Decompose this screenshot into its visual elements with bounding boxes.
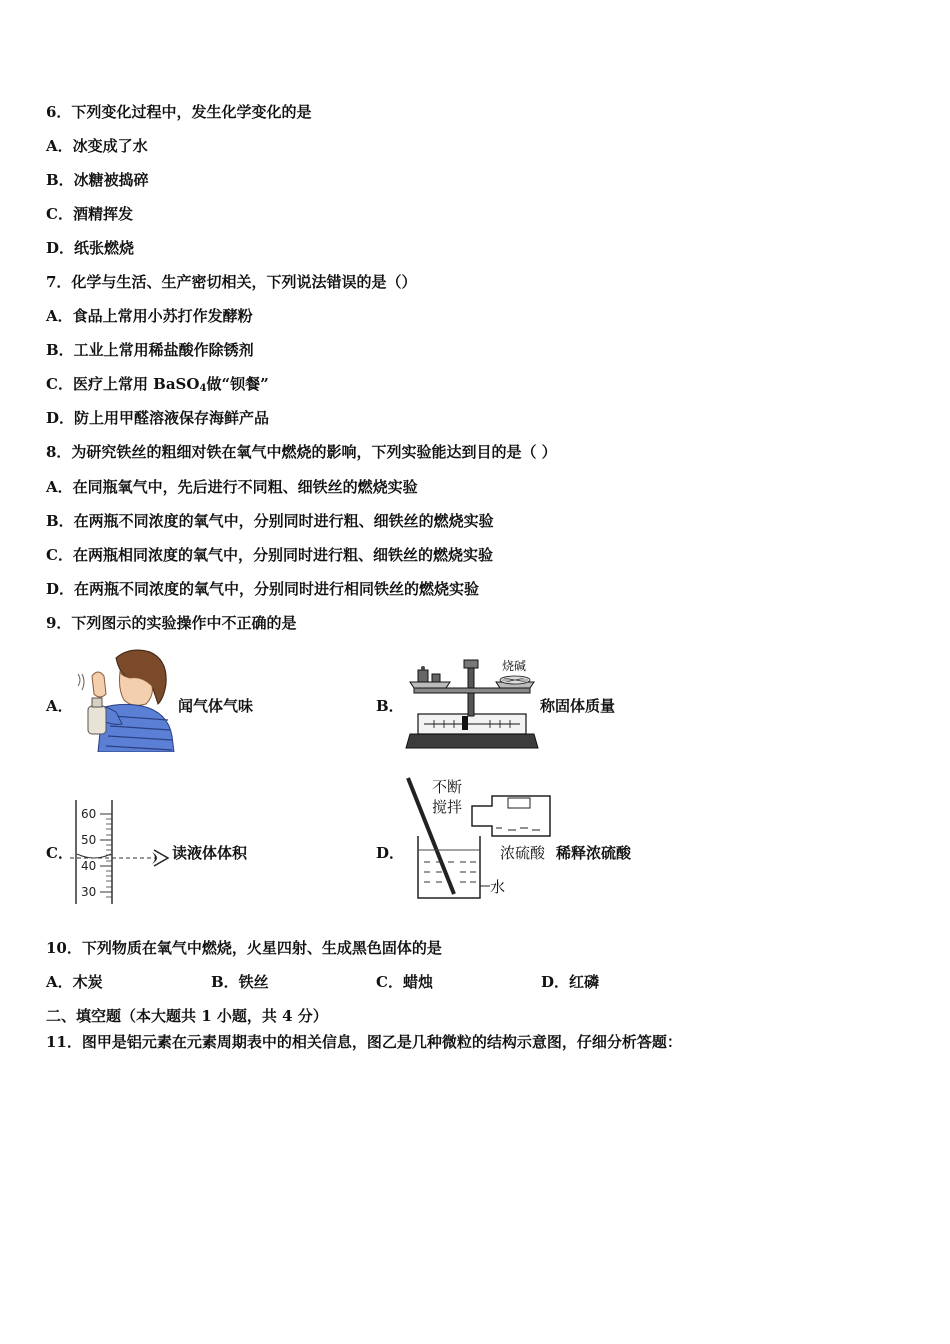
q6-option-d: D．纸张燃烧: [46, 239, 135, 257]
q7-option-a: A．食品上常用小苏打作发酵粉: [46, 307, 253, 325]
section-title: 二、填空题（本大题共 1 小题，共 4 分）: [46, 1007, 328, 1025]
q10-stem: 10．下列物质在氧气中燃烧，火星四射、生成黑色固体的是: [46, 939, 442, 957]
graduated-cylinder-illustration: [70, 800, 172, 904]
q7-option-c-text-end: 做“钡餐”: [206, 375, 269, 393]
q10-option-c: C．蜡烛: [376, 973, 433, 991]
q8-option-d: D．在两瓶不同浓度的氧气中，分别同时进行相同铁丝的燃烧实验: [46, 580, 480, 598]
q9-c-label: C．: [46, 844, 73, 862]
q9-d-label: D．: [376, 844, 405, 862]
q6-option-a: A．冰变成了水: [46, 137, 148, 155]
q7-option-d: D．防上用甲醛溶液保存海鲜产品: [46, 409, 270, 427]
d-fig-acid-text: 浓硫酸: [500, 844, 546, 862]
q9-d-caption: 稀释浓硫酸: [556, 844, 632, 862]
q10-option-b: B．铁丝: [211, 973, 269, 991]
q6-stem: 6．下列变化过程中，发生化学变化的是: [46, 103, 312, 121]
b-fig-label: 烧碱: [502, 659, 527, 673]
tick-label-50: 50: [81, 833, 97, 847]
q9-a-caption: 闻气体气味: [178, 697, 254, 715]
tick-label-40: 40: [81, 859, 97, 873]
q10-option-a: A．木炭: [46, 973, 103, 991]
tick-label-60: 60: [81, 807, 97, 821]
q6-option-c: C．酒精挥发: [46, 205, 133, 223]
q9-c-caption: 读液体体积: [172, 844, 248, 862]
balance-scale-illustration: [404, 656, 540, 750]
q7-stem: 7．化学与生活、生产密切相关，下列说法错误的是（）: [46, 273, 417, 291]
q8-stem: 8．为研究铁丝的粗细对铁在氧气中燃烧的影响，下列实验能达到目的是（ ）: [46, 443, 557, 461]
q9-b-caption: 称固体质量: [540, 697, 616, 715]
tick-label-30: 30: [81, 885, 97, 899]
dilute-acid-illustration: [404, 776, 556, 902]
q6-option-b: B．冰糖被捣碎: [46, 171, 149, 189]
q8-option-c: C．在两瓶相同浓度的氧气中，分别同时进行粗、细铁丝的燃烧实验: [46, 546, 493, 564]
q9-b-label: B．: [376, 697, 404, 715]
q7-option-c-text: C．医疗上常用 BaSO: [46, 375, 200, 393]
q7-option-c-subscript: 4: [199, 383, 207, 394]
q10-option-d: D．红磷: [541, 973, 600, 991]
d-fig-water-text: 水: [490, 878, 506, 896]
q7-option-c: [46, 374, 269, 399]
smelling-gas-illustration: [72, 646, 177, 752]
d-fig-stir-text-2: 搅拌: [432, 798, 463, 816]
q11-stem: 11．图甲是铝元素在元素周期表中的相关信息，图乙是几种微粒的结构示意图，仔细分析答题：: [46, 1033, 682, 1051]
q8-option-a: A．在同瓶氧气中，先后进行不同粗、细铁丝的燃烧实验: [46, 478, 418, 496]
d-fig-stir-text-1: 不断: [432, 778, 463, 796]
q7-option-b: B．工业上常用稀盐酸作除锈剂: [46, 341, 254, 359]
q9-stem: 9．下列图示的实验操作中不正确的是: [46, 614, 297, 632]
q8-option-b: B．在两瓶不同浓度的氧气中，分别同时进行粗、细铁丝的燃烧实验: [46, 512, 494, 530]
q9-a-label: A．: [46, 697, 73, 715]
